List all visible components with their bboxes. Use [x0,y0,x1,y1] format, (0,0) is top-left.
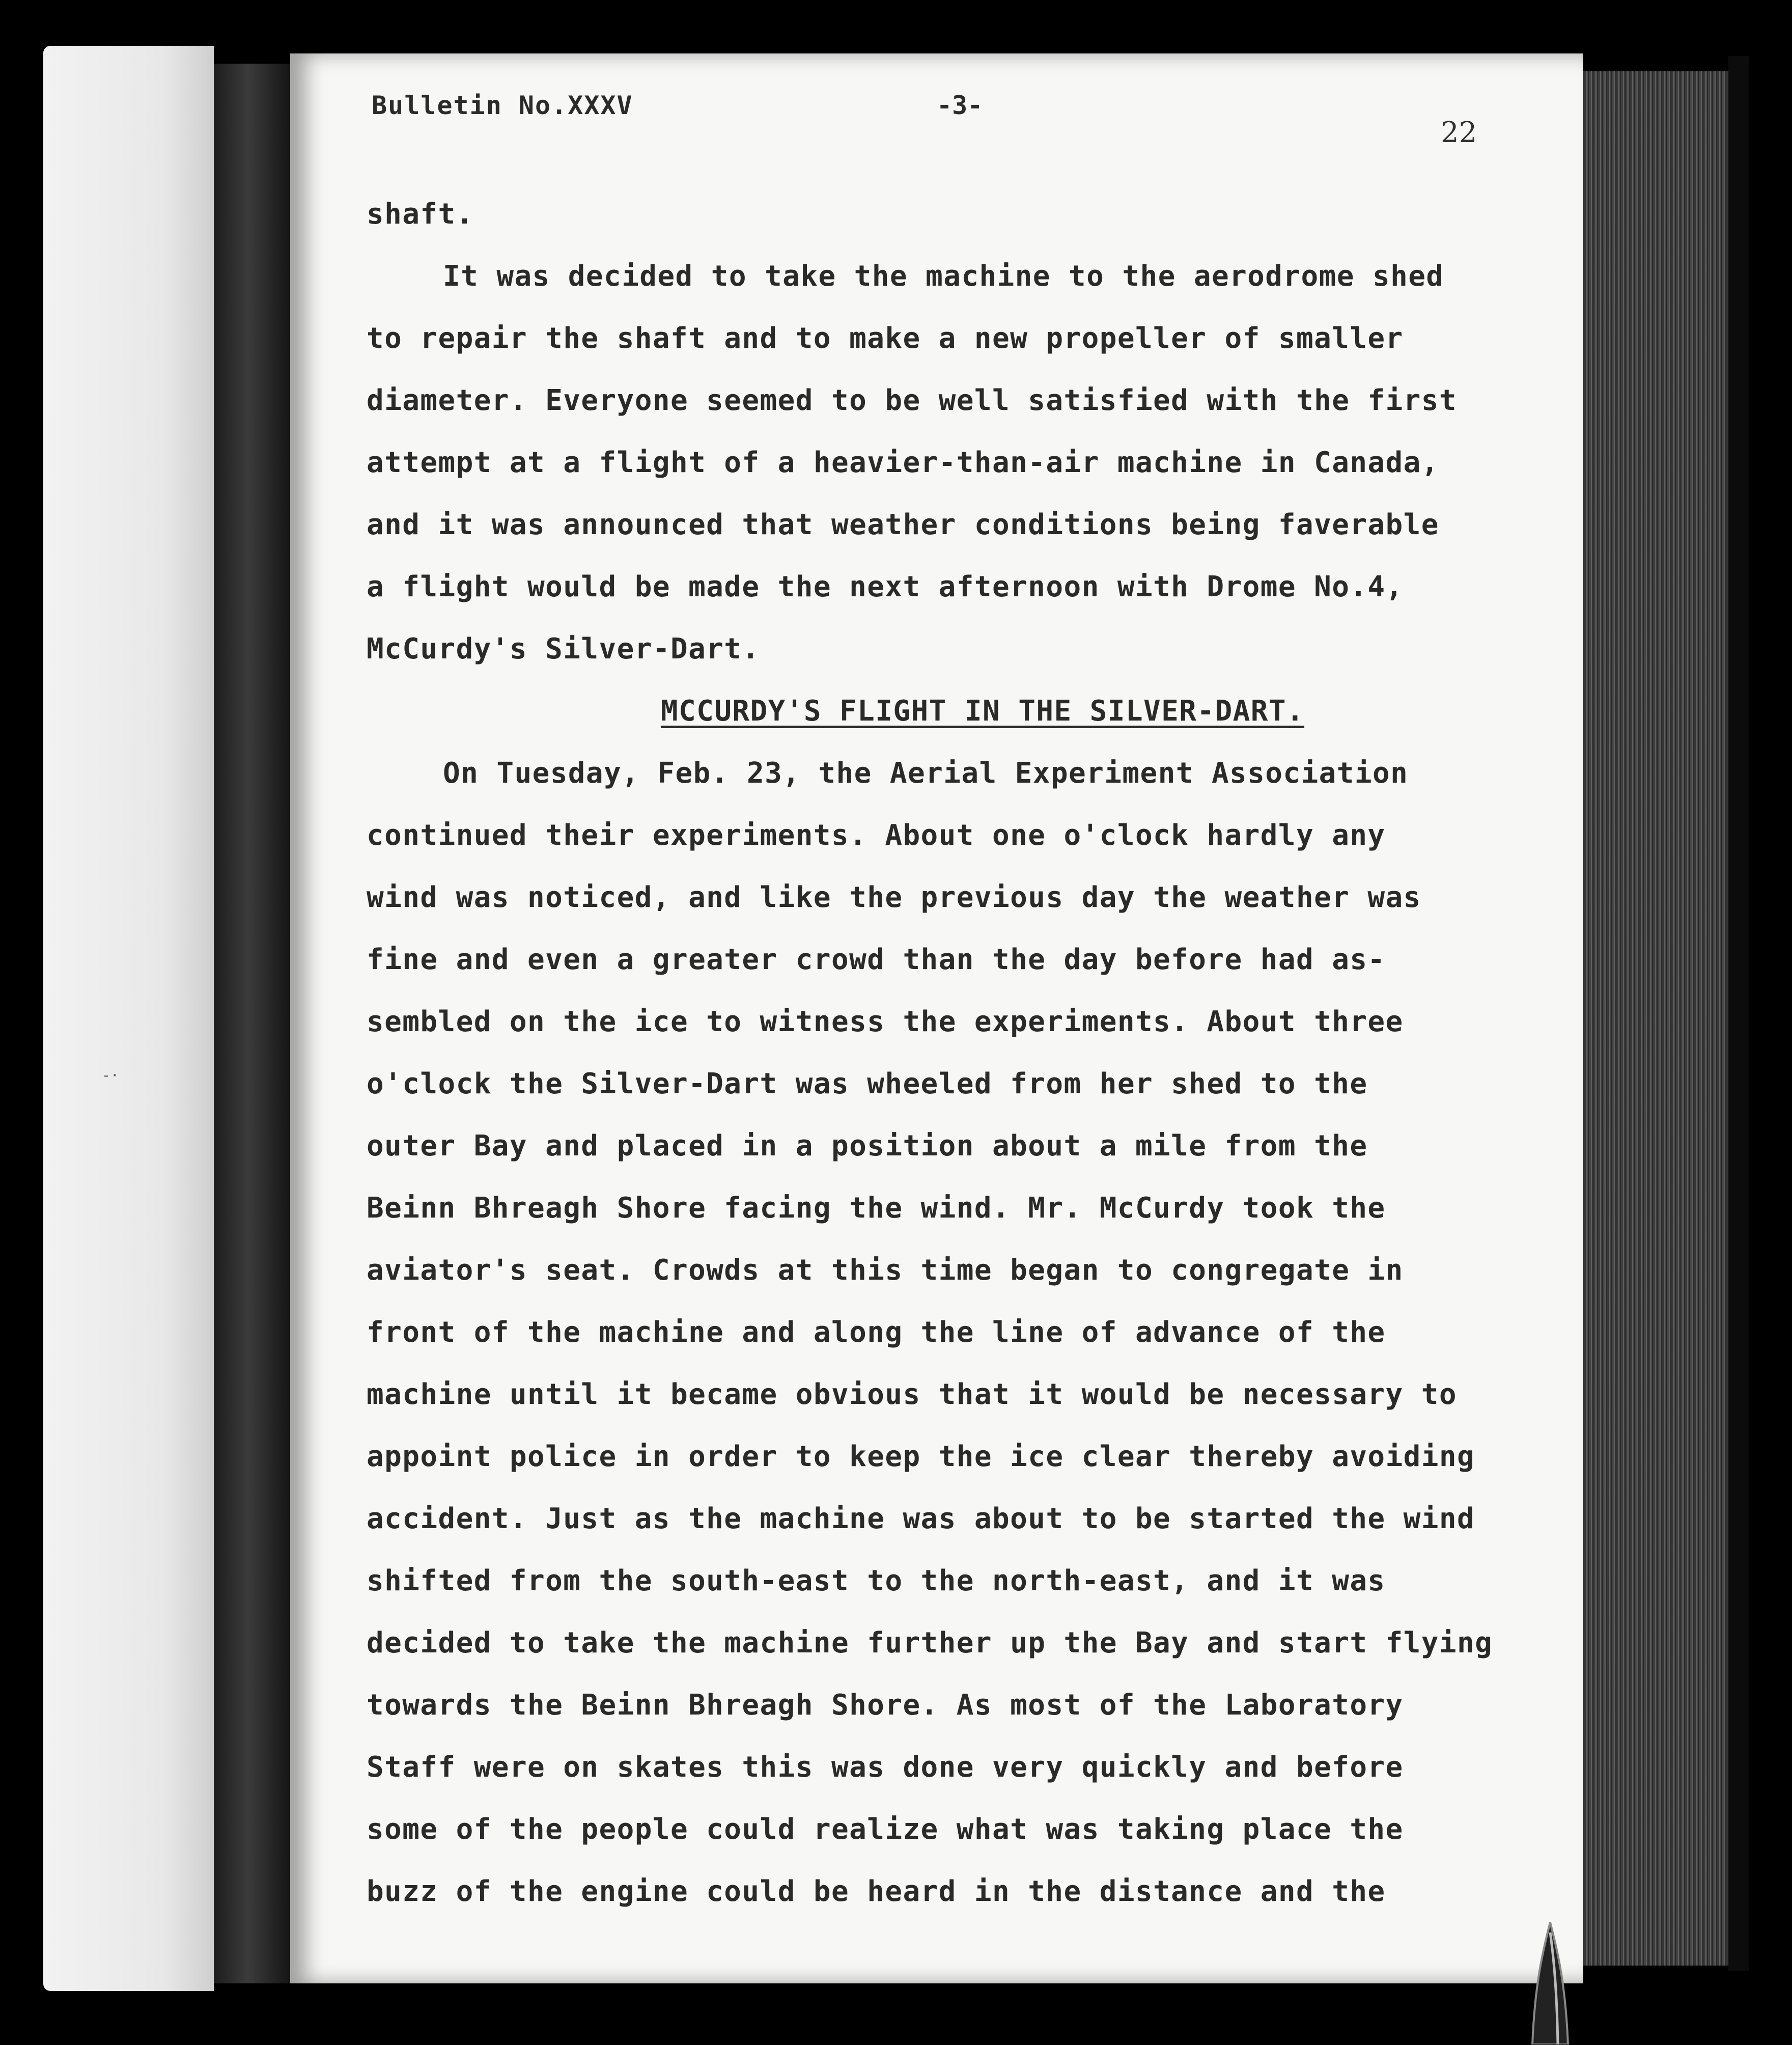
text-line: buzz of the engine could be heard in the distance and the [367,1875,1386,1908]
body-text [367,183,1563,1923]
bulletin-number: Bulletin No.XXXV [372,91,633,120]
text-line: continued their experiments. About one o'clock hardly any [367,819,1386,852]
page-marker: -3- [937,91,983,120]
text-line: some of the people could realize what was taking place the [367,1813,1404,1846]
page-stack-edge [1581,71,1739,1966]
text-line: decided to take the machine further up the Bay and start flying [367,1626,1493,1660]
text-line: fine and even a greater crowd than the day before had as- [367,943,1386,976]
text-line: On Tuesday, Feb. 23, the Aerial Experiment Association [443,757,1409,790]
text-line: accident. Just as the machine was about to be started the wind [367,1502,1475,1535]
text-line: machine until it became obvious that it would be necessary to [367,1378,1458,1411]
text-line: a flight would be made the next afternoon with Drome No.4, [367,570,1404,603]
text-line: It was decided to take the machine to the aerodrome shed [443,260,1444,293]
folio-number: 22 [1441,116,1477,149]
pen-tip-icon [1527,1922,1573,2044]
text-line: front of the machine and along the line of advance of the [367,1316,1386,1349]
text-line: diameter. Everyone seemed to be well satisfied with the first [367,384,1458,417]
text-line: shaft. [367,198,474,231]
text-line: aviator's seat. Crowds at this time began to congregate in [367,1254,1404,1287]
text-line: McCurdy's Silver-Dart. [367,632,760,666]
text-line: to repair the shaft and to make a new propeller of smaller [367,322,1404,355]
book-gutter [214,64,290,1983]
text-line: Beinn Bhreagh Shore facing the wind. Mr. McCurdy took the [367,1192,1386,1225]
text-line: towards the Beinn Bhreagh Shore. As most of the Laboratory [367,1689,1404,1722]
text-line: Staff were on skates this was done very quickly and before [367,1751,1404,1784]
section-heading: MCCURDY'S FLIGHT IN THE SILVER-DART. [660,695,1305,728]
book-cover-edge [1728,56,1749,1971]
text-line: sembled on the ice to witness the experiments. About three [367,1005,1404,1038]
text-line: and it was announced that weather conditions being faverable [367,508,1439,541]
text-line: wind was noticed, and like the previous day the weather was [367,881,1421,914]
text-line: attempt at a flight of a heavier-than-air machine in Canada, [367,446,1439,479]
text-line: o'clock the Silver-Dart was wheeled from her shed to the [367,1067,1368,1100]
text-line: outer Bay and placed in a position about a mile from the [367,1129,1368,1163]
text-line: appoint police in order to keep the ice clear thereby avoiding [367,1440,1475,1473]
text-line: shifted from the south-east to the north-east, and it was [367,1564,1386,1597]
margin-mark: -· [102,1067,119,1084]
facing-page-edge [43,46,214,1991]
